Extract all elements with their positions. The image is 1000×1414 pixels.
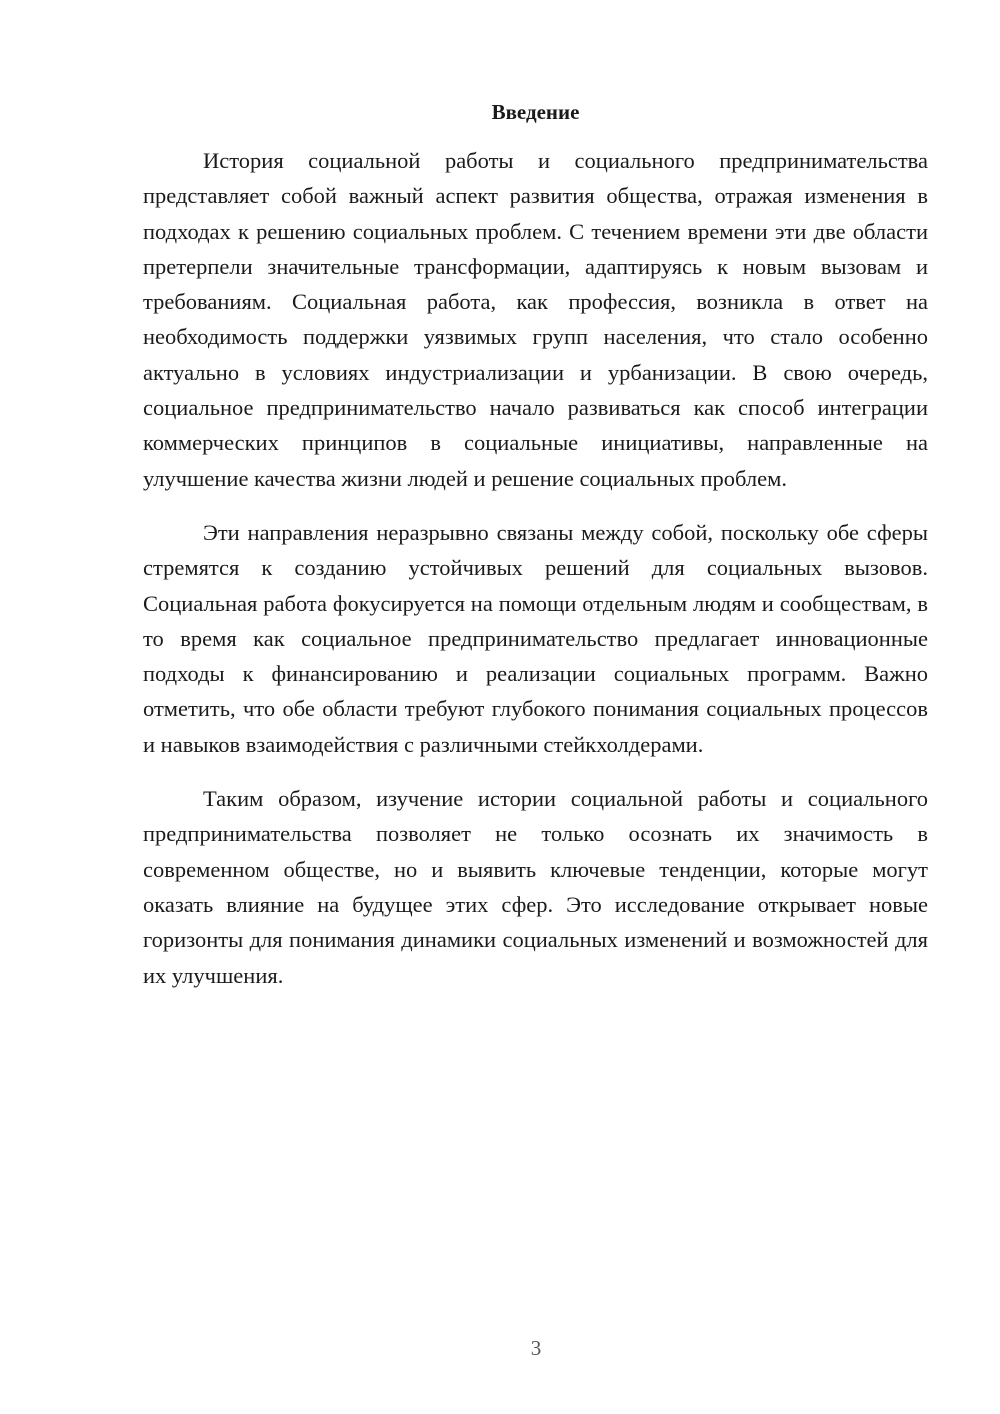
paragraph-1: История социальной работы и социального предпринимательства представляет собой важный аспект развития общества, отражая изменения в подходах к решению социальных проблем. С течением времени эти две области претерпели значительные трансформации, адаптируясь к новым вызовам и требованиям. Социальная работа, как профессия, возникла в ответ на необходимость поддержки уязвимых групп населения, что стало особенно актуально в условиях индустриализации и урбанизации. В свою очередь, социальное предпринимательство начало развиваться как способ интеграции коммерческих принципов в социальные инициативы, направленные на улучшение качества жизни людей и решение социальных проблем. [143, 148, 928, 491]
page-number: 3 [530, 1336, 542, 1360]
document-body [143, 143, 928, 1012]
paragraph-2: Эти направления неразрывно связаны между собой, поскольку обе сферы стремятся к созданию устойчивых решений для социальных вызовов. Социальная работа фокусируется на помощи отдельным людям и сообществам, в то время как социальное предпринимательство предлагает инновационные подходы к финансированию и реализации социальных программ. Важно отметить, что обе области требуют глубокого понимания социальных процессов и навыков взаимодействия с различными стейкхолдерами. [143, 519, 928, 757]
section-title: Введение [491, 100, 580, 124]
paragraph-3: Таким образом, изучение истории социальной работы и социального предпринимательства позволяет не только осознать их значимость в современном обществе, но и выявить ключевые тенденции, которые могут оказать влияние на будущее этих сфер. Это исследование открывает новые горизонты для понимания динамики социальных изменений и возможностей для их улучшения. [143, 786, 928, 988]
